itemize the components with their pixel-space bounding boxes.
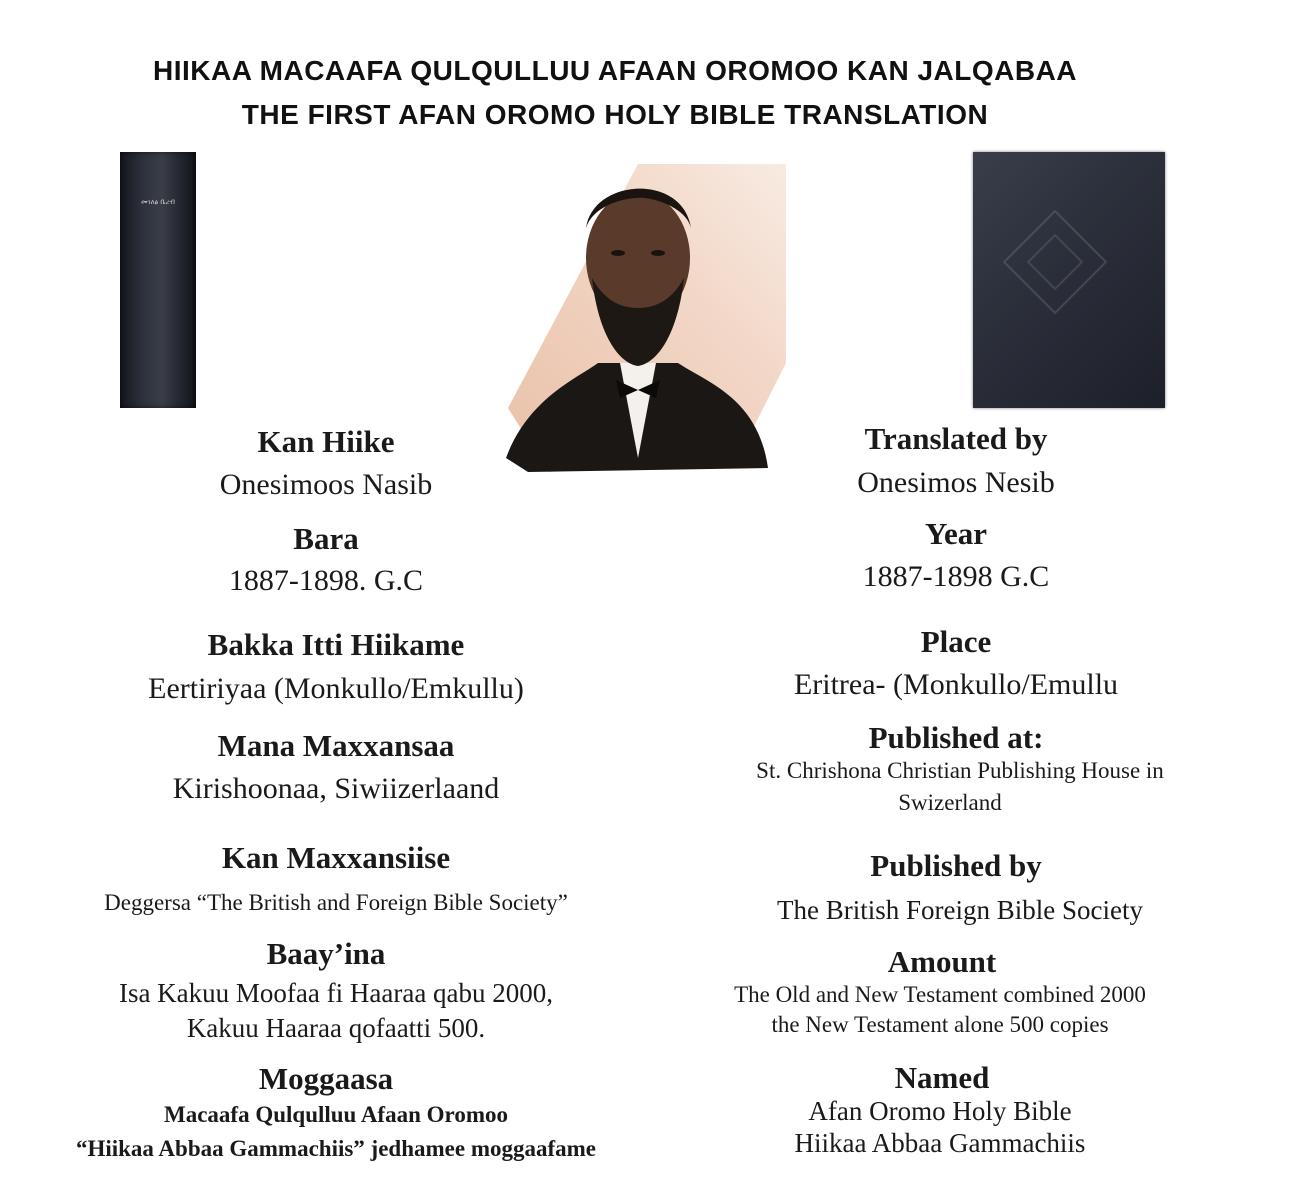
right-published-by-value: The British Foreign Bible Society xyxy=(777,895,1143,925)
right-year-label: Year xyxy=(925,516,987,551)
right-place-value: Eritrea- (Monkullo/Emullu xyxy=(793,668,1119,701)
right-named-label: Named xyxy=(894,1060,990,1095)
right-named-line1: Afan Oromo Holy Bible xyxy=(808,1096,1072,1126)
right-published-by-label: Published by xyxy=(870,848,1042,883)
left-named-label: Moggaasa xyxy=(258,1061,394,1096)
left-place-value: Eertiriyaa (Monkullo/Emkullu) xyxy=(148,672,524,705)
left-place-label: Bakka Itti Hiikame xyxy=(207,627,465,662)
spine-lettering: መገለፅ ቤረብ xyxy=(141,198,175,206)
title-english: THE FIRST AFAN OROMO HOLY BIBLE TRANSLATION xyxy=(241,99,989,130)
right-translated-label: Translated by xyxy=(864,421,1048,456)
left-published-by-label: Kan Maxxansiise xyxy=(221,840,451,875)
right-year-value: 1887-1898 G.C xyxy=(862,560,1050,593)
title-oromo: HIIKAA MACAAFA QULQULLUU AFAAN OROMOO KAN JALQABAA xyxy=(152,55,1078,86)
right-published-at-line2: Swizerland xyxy=(898,790,1002,815)
left-published-at-label: Mana Maxxansaa xyxy=(217,728,455,763)
right-published-at-line1: St. Chrishona Christian Publishing House in xyxy=(756,758,1164,783)
left-translated-value: Onesimoos Nasib xyxy=(219,468,433,501)
right-named-line2: Hiikaa Abbaa Gammachiis xyxy=(794,1128,1086,1158)
left-year-label: Bara xyxy=(293,521,359,556)
right-amount-line2: the New Testament alone 500 copies xyxy=(771,1012,1109,1037)
right-published-at-label: Published at: xyxy=(868,720,1044,755)
left-published-by-value: Deggersa “The British and Foreign Bible Society” xyxy=(104,890,568,915)
right-amount-line1: The Old and New Testament combined 2000 xyxy=(734,982,1146,1007)
left-named-line1: Macaafa Qulqulluu Afaan Oromoo xyxy=(164,1102,508,1127)
left-translated-label: Kan Hiike xyxy=(257,424,395,459)
left-amount-label: Baay’ina xyxy=(266,936,386,971)
right-place-label: Place xyxy=(920,624,992,659)
left-published-at-value: Kirishoonaa, Siwiizerlaand xyxy=(172,772,500,805)
left-amount-line1: Isa Kakuu Moofaa fi Haaraa qabu 2000, xyxy=(118,978,554,1008)
left-named-line2: “Hiikaa Abbaa Gammachiis” jedhamee moggaafame xyxy=(75,1136,597,1161)
left-year-value: 1887-1898. G.C xyxy=(228,564,424,597)
portrait-onesimos-nesib xyxy=(488,158,788,472)
right-amount-label: Amount xyxy=(887,944,997,979)
right-translated-value: Onesimos Nesib xyxy=(857,466,1055,499)
bible-spine-photo xyxy=(120,152,196,408)
left-amount-line2: Kakuu Haaraa qofaatti 500. xyxy=(186,1013,486,1043)
